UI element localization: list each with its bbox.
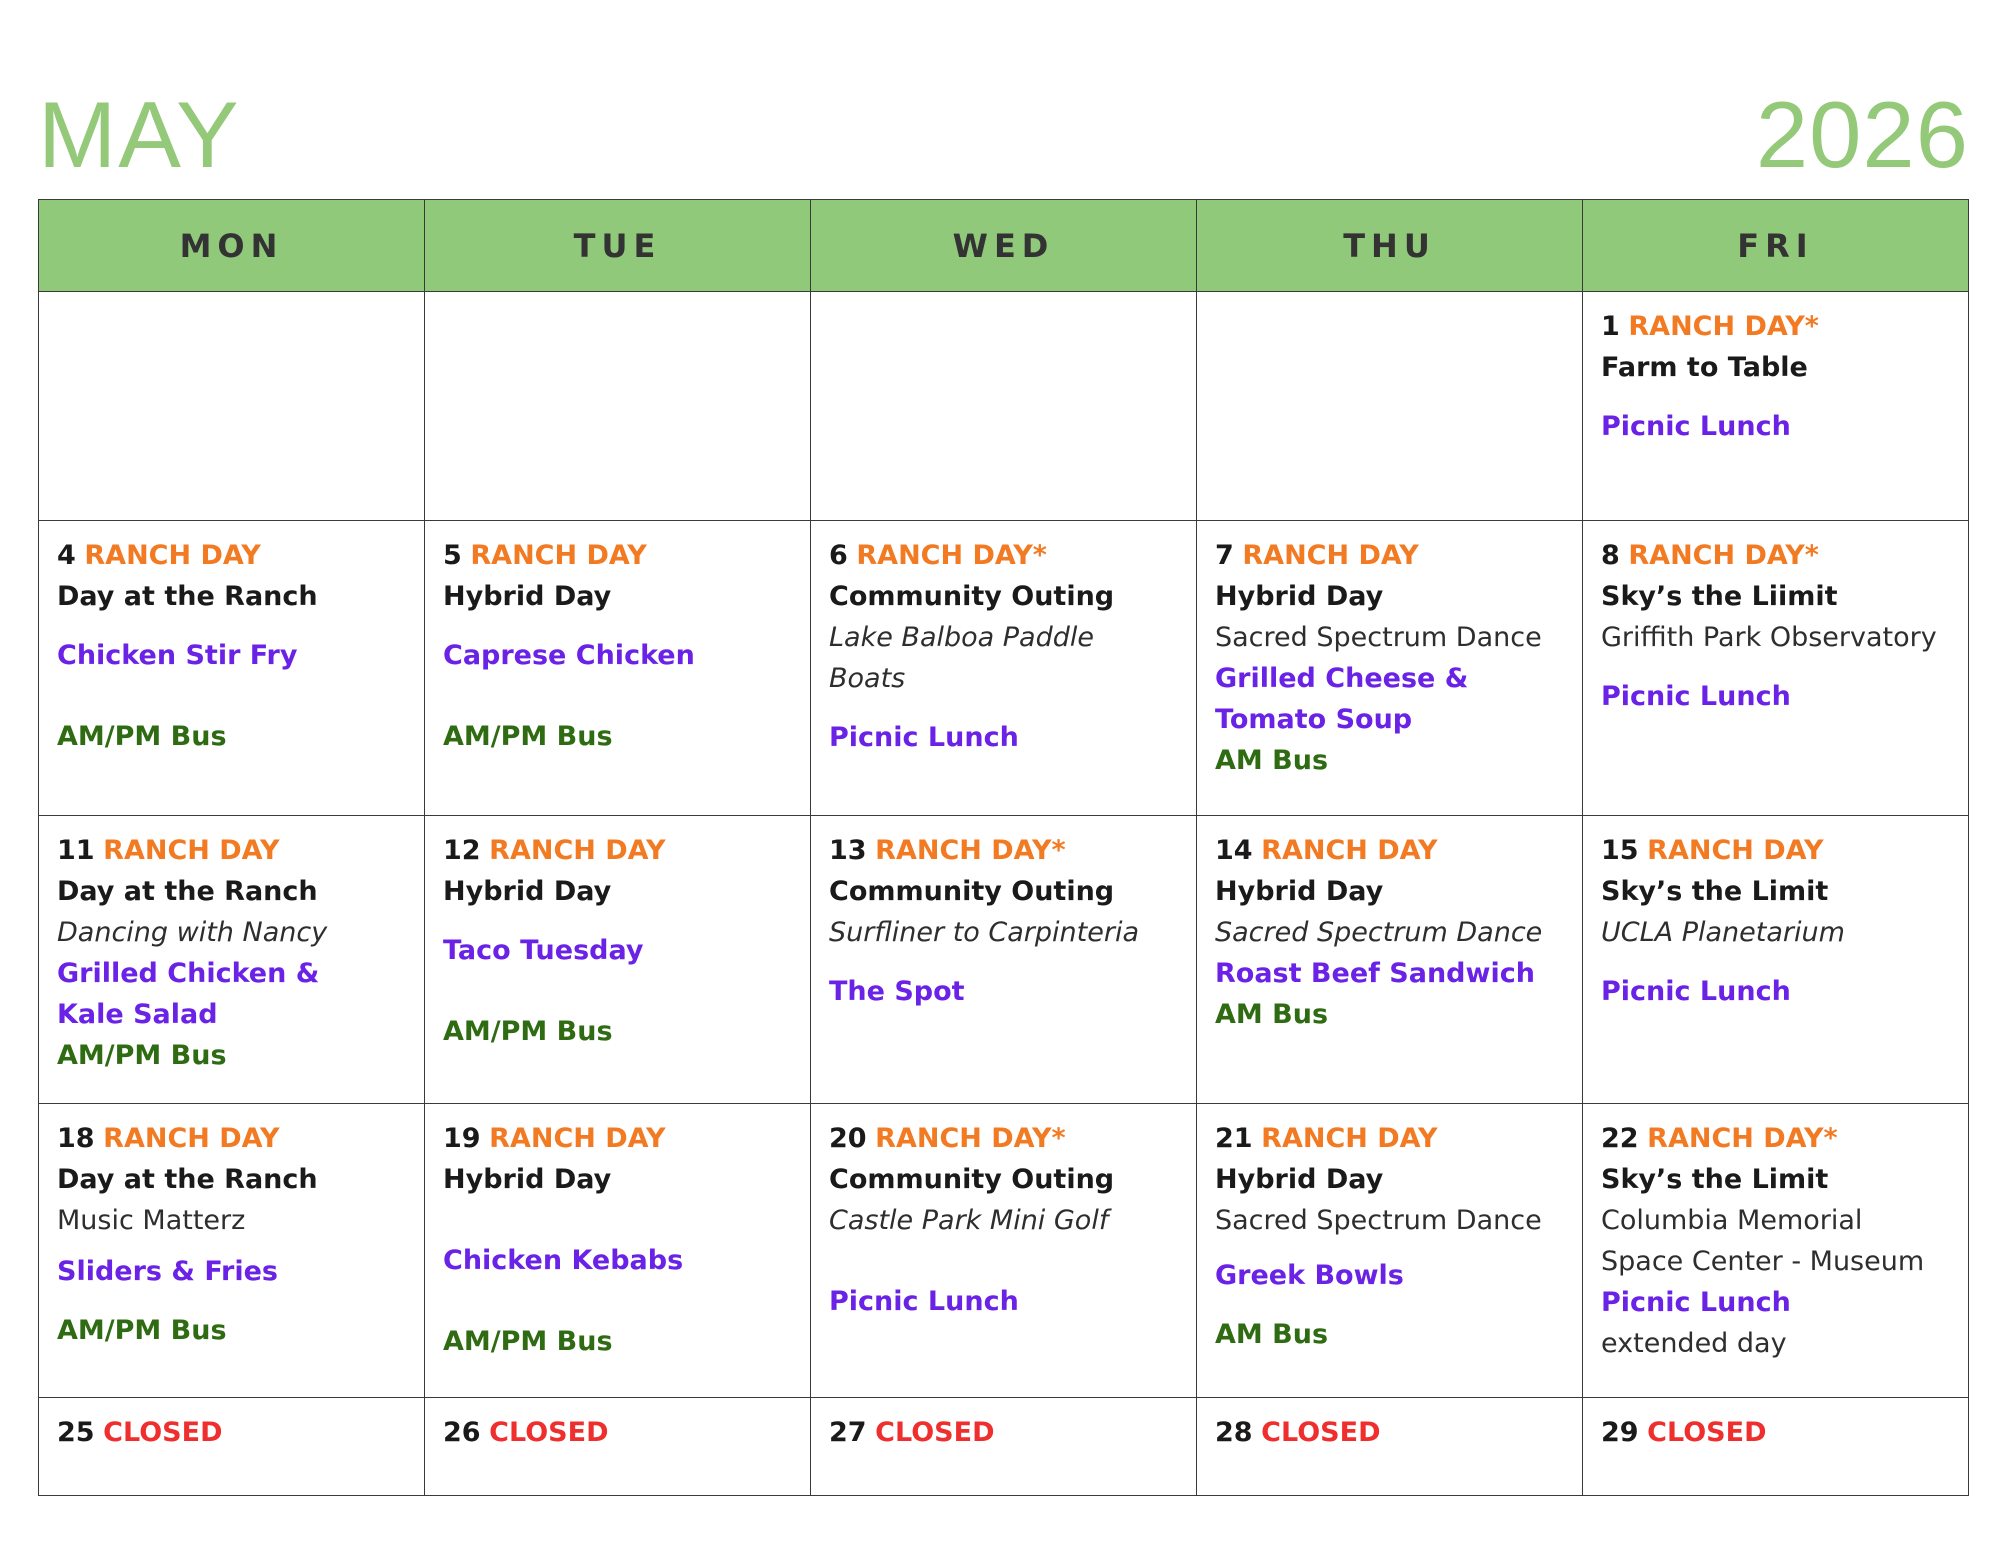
- day-cell-26: [425, 1398, 811, 1496]
- day-number: 15: [1601, 835, 1639, 866]
- day-meal: Picnic Lunch: [1601, 976, 1791, 1007]
- day-cell-7: [1197, 521, 1583, 816]
- day-cell-22: [1583, 1104, 1969, 1398]
- day-theme: Hybrid Day: [1215, 1164, 1384, 1195]
- day-meal: Picnic Lunch: [1601, 411, 1791, 442]
- day-number: 6: [829, 540, 848, 571]
- day-cell-4: [39, 521, 425, 816]
- day-theme: Community Outing: [829, 1164, 1115, 1195]
- day-status: RANCH DAY*: [875, 835, 1066, 866]
- day-status: RANCH DAY*: [1647, 1123, 1838, 1154]
- day-status: CLOSED: [489, 1417, 609, 1448]
- day-cell-18: [39, 1104, 425, 1398]
- day-status: RANCH DAY*: [1628, 311, 1819, 342]
- day-number: 7: [1215, 540, 1234, 571]
- day-status: CLOSED: [1647, 1417, 1767, 1448]
- day-bus: AM/PM Bus: [57, 721, 227, 752]
- day-cell-5: [425, 521, 811, 816]
- weekday-header-row: [39, 200, 1969, 292]
- day-status: RANCH DAY: [1261, 835, 1438, 866]
- day-theme: Hybrid Day: [1215, 876, 1384, 907]
- day-status: RANCH DAY*: [875, 1123, 1066, 1154]
- day-status: RANCH DAY: [1261, 1123, 1438, 1154]
- day-cell-21: [1197, 1104, 1583, 1398]
- day-meal: Picnic Lunch: [829, 722, 1019, 753]
- day-cell-25: [39, 1398, 425, 1496]
- day-theme: Sky’s the Limit: [1601, 876, 1829, 907]
- day-cell-6: [811, 521, 1197, 816]
- day-activity: Music Matterz: [57, 1205, 246, 1236]
- day-status: RANCH DAY: [84, 540, 261, 571]
- day-bus: AM/PM Bus: [57, 1315, 227, 1346]
- day-meal: The Spot: [829, 976, 965, 1007]
- day-bus: AM Bus: [1215, 745, 1329, 776]
- day-bus: AM/PM Bus: [443, 1326, 613, 1357]
- weekday-wed: WED: [811, 200, 1197, 292]
- day-number: 28: [1215, 1417, 1253, 1448]
- day-status: RANCH DAY: [489, 1123, 666, 1154]
- day-status: RANCH DAY: [103, 835, 280, 866]
- day-meal: Picnic Lunch: [1601, 1287, 1791, 1318]
- week-row-5: [39, 1398, 1969, 1496]
- week-row-4: [39, 1104, 1969, 1398]
- day-number: 25: [57, 1417, 95, 1448]
- day-activity: Sacred Spectrum Dance: [1215, 622, 1542, 653]
- day-number: 22: [1601, 1123, 1639, 1154]
- day-number: 12: [443, 835, 481, 866]
- day-meal: Caprese Chicken: [443, 640, 695, 671]
- day-theme: Hybrid Day: [1215, 581, 1384, 612]
- day-theme: Day at the Ranch: [57, 581, 318, 612]
- day-theme: Community Outing: [829, 581, 1115, 612]
- month-title: MAY: [38, 82, 241, 187]
- day-activity: Surfliner to Carpinteria: [829, 917, 1139, 948]
- day-number: 19: [443, 1123, 481, 1154]
- day-bus: AM Bus: [1215, 1319, 1329, 1350]
- day-number: 27: [829, 1417, 867, 1448]
- day-activity: Lake Balboa Paddle Boats: [829, 622, 1094, 694]
- day-number: 26: [443, 1417, 481, 1448]
- day-meal: Picnic Lunch: [1601, 681, 1791, 712]
- day-activity: Columbia Memorial Space Center - Museum: [1601, 1205, 1925, 1277]
- day-meal: Sliders & Fries: [57, 1256, 278, 1287]
- day-cell-29: [1583, 1398, 1969, 1496]
- day-number: 11: [57, 835, 95, 866]
- weekday-tue: TUE: [425, 200, 811, 292]
- day-meal: Taco Tuesday: [443, 935, 644, 966]
- day-status: RANCH DAY*: [1628, 540, 1819, 571]
- day-status: CLOSED: [103, 1417, 223, 1448]
- day-cell-19: [425, 1104, 811, 1398]
- day-number: 29: [1601, 1417, 1639, 1448]
- day-status: RANCH DAY: [489, 835, 666, 866]
- day-status: RANCH DAY: [103, 1123, 280, 1154]
- day-status: CLOSED: [1261, 1417, 1381, 1448]
- day-cell-8: [1583, 521, 1969, 816]
- day-note: extended day: [1601, 1328, 1787, 1359]
- day-status: RANCH DAY*: [856, 540, 1047, 571]
- day-theme: Hybrid Day: [443, 876, 612, 907]
- day-status: CLOSED: [875, 1417, 995, 1448]
- day-theme: Community Outing: [829, 876, 1115, 907]
- day-cell-12: [425, 816, 811, 1104]
- day-bus: AM/PM Bus: [443, 721, 613, 752]
- weekday-thu: THU: [1197, 200, 1583, 292]
- day-cell-15: [1583, 816, 1969, 1104]
- calendar-grid: [38, 199, 1969, 1496]
- year-title: 2026: [1755, 82, 1969, 187]
- week-row-2: [39, 521, 1969, 816]
- day-theme: Farm to Table: [1601, 352, 1808, 383]
- day-cell-27: [811, 1398, 1197, 1496]
- day-number: 13: [829, 835, 867, 866]
- day-bus: AM/PM Bus: [443, 1016, 613, 1047]
- day-number: 5: [443, 540, 462, 571]
- day-cell-1: [1583, 292, 1969, 521]
- empty-day-cell: [811, 292, 1197, 521]
- day-meal: Greek Bowls: [1215, 1260, 1404, 1291]
- day-cell-28: [1197, 1398, 1583, 1496]
- day-bus: AM Bus: [1215, 999, 1329, 1030]
- day-meal: Chicken Kebabs: [443, 1245, 684, 1276]
- empty-day-cell: [425, 292, 811, 521]
- day-activity: Sacred Spectrum Dance: [1215, 1205, 1542, 1236]
- week-row-1: [39, 292, 1969, 521]
- day-theme: Hybrid Day: [443, 581, 612, 612]
- day-number: 1: [1601, 311, 1620, 342]
- empty-day-cell: [39, 292, 425, 521]
- day-status: RANCH DAY: [1242, 540, 1419, 571]
- day-theme: Hybrid Day: [443, 1164, 612, 1195]
- day-meal: Grilled Cheese & Tomato Soup: [1215, 663, 1469, 735]
- day-cell-20: [811, 1104, 1197, 1398]
- day-meal: Picnic Lunch: [829, 1286, 1019, 1317]
- day-number: 14: [1215, 835, 1253, 866]
- day-activity: Griffith Park Observatory: [1601, 622, 1937, 653]
- day-status: RANCH DAY: [1647, 835, 1824, 866]
- calendar-header: [38, 80, 1969, 190]
- day-activity: Sacred Spectrum Dance: [1215, 917, 1543, 948]
- day-number: 21: [1215, 1123, 1253, 1154]
- day-theme: Sky’s the Liimit: [1601, 581, 1838, 612]
- empty-day-cell: [1197, 292, 1583, 521]
- day-number: 20: [829, 1123, 867, 1154]
- day-meal: Roast Beef Sandwich: [1215, 958, 1535, 989]
- day-number: 8: [1601, 540, 1620, 571]
- day-activity: Castle Park Mini Golf: [829, 1205, 1109, 1236]
- day-cell-14: [1197, 816, 1583, 1104]
- day-meal: Grilled Chicken & Kale Salad: [57, 958, 320, 1030]
- day-number: 4: [57, 540, 76, 571]
- day-theme: Day at the Ranch: [57, 876, 318, 907]
- day-meal: Chicken Stir Fry: [57, 640, 298, 671]
- day-status: RANCH DAY: [470, 540, 647, 571]
- day-number: 18: [57, 1123, 95, 1154]
- week-row-3: [39, 816, 1969, 1104]
- day-cell-13: [811, 816, 1197, 1104]
- day-activity: Dancing with Nancy: [57, 917, 328, 948]
- day-theme: Sky’s the Limit: [1601, 1164, 1829, 1195]
- weekday-mon: MON: [39, 200, 425, 292]
- day-activity: UCLA Planetarium: [1601, 917, 1845, 948]
- weekday-fri: FRI: [1583, 200, 1969, 292]
- day-theme: Day at the Ranch: [57, 1164, 318, 1195]
- day-cell-11: [39, 816, 425, 1104]
- day-bus: AM/PM Bus: [57, 1040, 227, 1071]
